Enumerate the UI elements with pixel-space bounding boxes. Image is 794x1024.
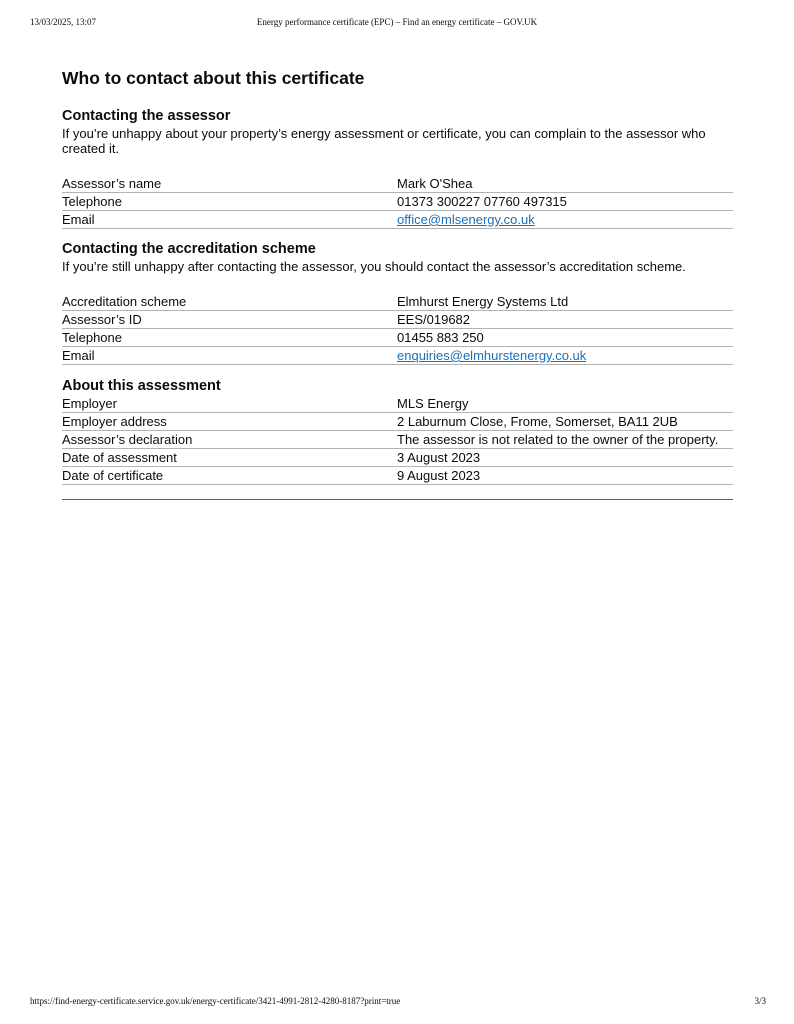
page-number: 3/3 bbox=[754, 996, 766, 1006]
assessment-heading: About this assessment bbox=[62, 378, 221, 394]
table-row bbox=[62, 347, 733, 365]
date-of-assessment: 3 August 2023 bbox=[397, 449, 733, 467]
row-label: Date of certificate bbox=[62, 467, 397, 485]
assessor-intro: If you’re unhappy about your property’s energy assessment or certificate, you can complain to the assessor who created it. bbox=[62, 126, 706, 156]
table-row bbox=[62, 211, 733, 229]
scheme-heading: Contacting the accreditation scheme bbox=[62, 241, 316, 257]
row-label: Telephone bbox=[62, 193, 397, 211]
accreditation-scheme: Elmhurst Energy Systems Ltd bbox=[397, 293, 733, 311]
table-row bbox=[62, 431, 733, 449]
section-divider bbox=[62, 499, 733, 500]
assessor-contact-table bbox=[62, 175, 733, 229]
row-label: Assessor’s ID bbox=[62, 311, 397, 329]
table-row bbox=[62, 467, 733, 485]
scheme-email-link[interactable]: enquiries@elmhurstenergy.co.uk bbox=[397, 348, 587, 363]
row-label: Assessor’s declaration bbox=[62, 431, 397, 449]
date-of-certificate: 9 August 2023 bbox=[397, 467, 733, 485]
employer: MLS Energy bbox=[397, 395, 733, 413]
row-label: Employer address bbox=[62, 413, 397, 431]
table-row bbox=[62, 311, 733, 329]
table-row bbox=[62, 175, 733, 193]
row-label: Email bbox=[62, 347, 397, 365]
scheme-contact-table bbox=[62, 293, 733, 365]
row-label: Email bbox=[62, 211, 397, 229]
row-label: Assessor’s name bbox=[62, 175, 397, 193]
table-row bbox=[62, 193, 733, 211]
table-row bbox=[62, 395, 733, 413]
print-url: https://find-energy-certificate.service.gov.uk/energy-certificate/3421-4991-2812-4280-8187?print=true bbox=[30, 996, 401, 1006]
row-label: Telephone bbox=[62, 329, 397, 347]
row-label: Employer bbox=[62, 395, 397, 413]
table-row bbox=[62, 329, 733, 347]
assessor-email-link[interactable]: office@mlsenergy.co.uk bbox=[397, 212, 535, 227]
row-label: Date of assessment bbox=[62, 449, 397, 467]
table-row bbox=[62, 449, 733, 467]
print-date: 13/03/2025, 13:07 bbox=[30, 17, 97, 27]
employer-address: 2 Laburnum Close, Frome, Somerset, BA11 2UB bbox=[397, 413, 733, 431]
main-content bbox=[62, 66, 733, 483]
print-footer bbox=[0, 996, 794, 1010]
page-title: Who to contact about this certificate bbox=[62, 68, 365, 88]
row-label: Accreditation scheme bbox=[62, 293, 397, 311]
table-row bbox=[62, 293, 733, 311]
assessor-id: EES/019682 bbox=[397, 311, 733, 329]
assessor-telephone: 01373 300227 07760 497315 bbox=[397, 193, 733, 211]
print-header bbox=[0, 17, 794, 31]
assessor-heading: Contacting the assessor bbox=[62, 108, 231, 124]
print-page-title: Energy performance certificate (EPC) – Find an energy certificate – GOV.UK bbox=[256, 17, 538, 27]
assessor-name: Mark O'Shea bbox=[397, 175, 733, 193]
assessor-declaration: The assessor is not related to the owner of the property. bbox=[397, 431, 733, 449]
table-row bbox=[62, 413, 733, 431]
assessment-details-table bbox=[62, 395, 733, 485]
scheme-telephone: 01455 883 250 bbox=[397, 329, 733, 347]
scheme-intro: If you’re still unhappy after contacting the assessor, you should contact the assessor’s accreditation scheme. bbox=[62, 259, 686, 274]
